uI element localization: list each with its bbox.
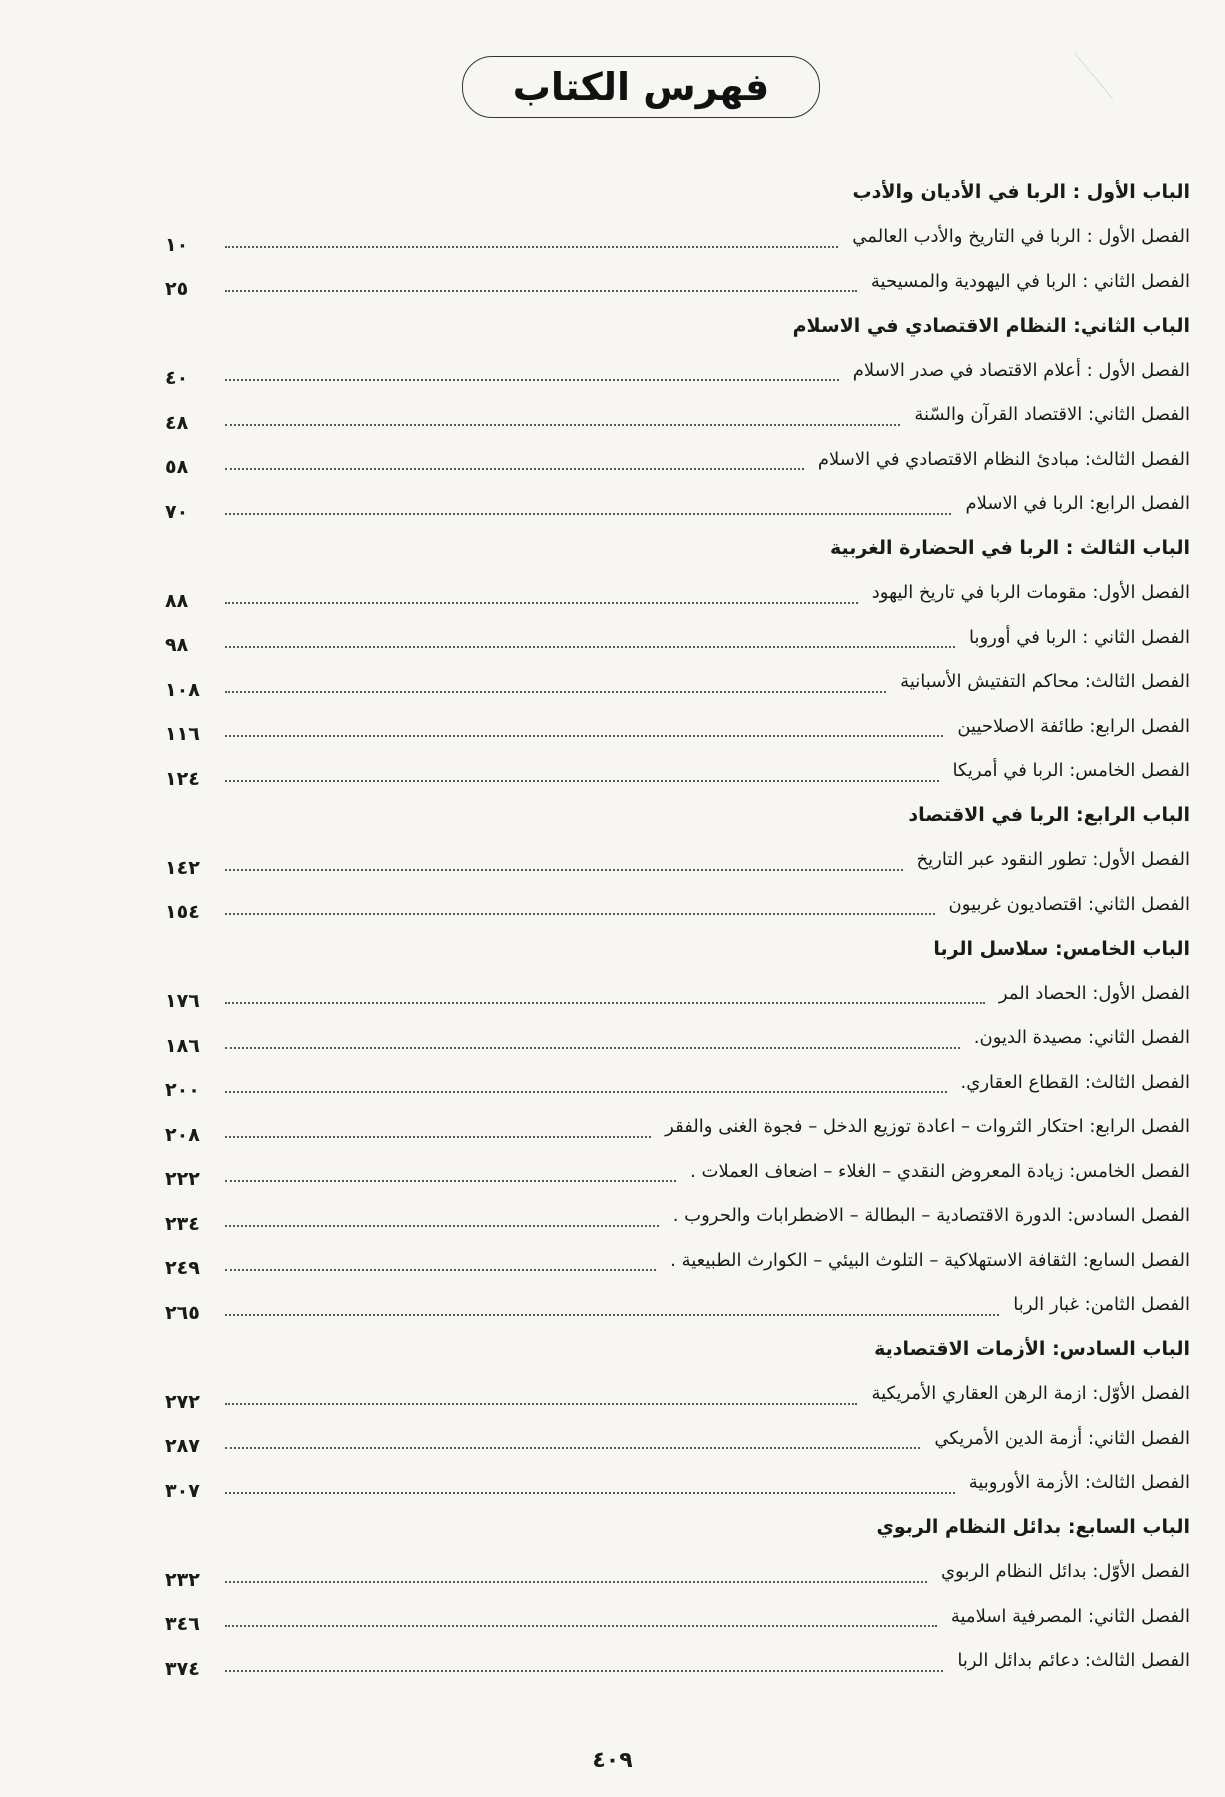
toc-entry <box>165 1283 1190 1328</box>
chapter-page-number: ٢٥ <box>165 278 189 301</box>
chapter-title: الفصل الأول: مقومات الربا في تاريخ اليهود <box>871 582 1190 604</box>
toc-entry <box>165 259 1190 304</box>
chapter-title: الفصل الأوّل: بدائل النظام الربوي <box>940 1561 1190 1583</box>
page-number: ٤٠٩ <box>592 1748 633 1773</box>
toc-entry <box>165 393 1190 438</box>
toc-entry <box>165 1372 1190 1417</box>
dot-leader <box>225 424 900 426</box>
chapter-page-number: ١٥٤ <box>165 901 200 924</box>
dot-leader <box>225 290 857 292</box>
toc-entry <box>165 882 1190 927</box>
chapter-title: الفصل الثاني : الربا في اليهودية والمسيحية <box>870 270 1190 292</box>
chapter-title: الفصل الثالث: القطاع العقاري. <box>960 1071 1190 1093</box>
dot-leader <box>225 246 838 248</box>
dot-leader <box>225 780 939 782</box>
chapter-page-number: ٣٠٧ <box>165 1479 200 1502</box>
toc-entry <box>165 1105 1190 1150</box>
chapter-page-number: ٢٦٥ <box>165 1301 200 1324</box>
chapter-title: الفصل الرابع: طائفة الاصلاحيين <box>957 715 1190 737</box>
toc-entry <box>165 615 1190 660</box>
chapter-title: الفصل الأول : أعلام الاقتصاد في صدر الاسلام <box>852 359 1190 381</box>
chapter-title: الفصل الثاني: الاقتصاد القرآن والسّنة <box>914 404 1190 426</box>
dot-leader <box>225 1447 920 1449</box>
dot-leader <box>225 513 951 515</box>
chapter-page-number: ٧٠ <box>165 500 189 523</box>
chapter-title: الفصل الثالث: دعائم بدائل الربا <box>957 1650 1190 1672</box>
dot-leader <box>225 913 935 915</box>
toc-entry <box>165 571 1190 616</box>
toc-entry <box>165 704 1190 749</box>
chapter-page-number: ٢٣٤ <box>165 1212 200 1235</box>
dot-leader <box>225 1047 960 1049</box>
dot-leader <box>225 735 943 737</box>
chapter-title: الفصل الثاني: المصرفية اسلامية <box>950 1605 1190 1627</box>
chapter-page-number: ١٢٤ <box>165 767 200 790</box>
part-heading: الباب الثاني: النظام الاقتصادي في الاسلام <box>792 314 1190 337</box>
toc-entry <box>165 1238 1190 1283</box>
dot-leader <box>225 1314 999 1316</box>
chapter-title: الفصل الثاني: أزمة الدين الأمريكي <box>934 1427 1190 1449</box>
chapter-title: الفصل الأول: تطور النقود عبر التاريخ <box>916 849 1190 871</box>
chapter-page-number: ٣٤٦ <box>165 1613 200 1636</box>
dot-leader <box>225 468 804 470</box>
chapter-title: الفصل السابع: الثقافة الاستهلاكية – التلوث البيئي – الكوارث الطبيعية . <box>670 1249 1190 1271</box>
chapter-title: الفصل الثالث: الأزمة الأوروبية <box>968 1472 1190 1494</box>
chapter-title: الفصل الثاني : الربا في أوروبا <box>968 626 1190 648</box>
dot-leader <box>225 1581 927 1583</box>
toc-entry <box>165 971 1190 1016</box>
dot-leader <box>225 1269 656 1271</box>
chapter-title: الفصل الأول: الحصاد المر <box>998 982 1190 1004</box>
table-of-contents <box>165 170 1190 1683</box>
chapter-title: الفصل الخامس: زيادة المعروض النقدي – الغلاء – اضعاف العملات . <box>690 1160 1190 1182</box>
chapter-page-number: ١٧٦ <box>165 990 200 1013</box>
chapter-page-number: ٤٨ <box>165 411 189 434</box>
dot-leader <box>225 691 886 693</box>
dot-leader <box>225 1403 857 1405</box>
chapter-title: الفصل الأوّل: ازمة الرهن العقاري الأمريكية <box>871 1383 1190 1405</box>
toc-entry <box>165 1594 1190 1639</box>
chapter-page-number: ١١٦ <box>165 723 200 746</box>
dot-leader <box>225 1002 985 1004</box>
chapter-page-number: ٢٠٠ <box>165 1079 200 1102</box>
toc-entry <box>165 348 1190 393</box>
chapter-title: الفصل السادس: الدورة الاقتصادية – البطالة – الاضطرابات والحروب . <box>672 1205 1190 1227</box>
part-heading: الباب الخامس: سلاسل الربا <box>933 937 1190 960</box>
chapter-title: الفصل الثالث: محاكم التفتيش الأسبانية <box>900 671 1190 693</box>
chapter-title: الفصل الثامن: غبار الربا <box>1013 1294 1190 1316</box>
chapter-page-number: ٨٨ <box>165 589 189 612</box>
chapter-page-number: ٢٠٨ <box>165 1123 200 1146</box>
part-heading: الباب السادس: الأزمات الاقتصادية <box>874 1338 1190 1361</box>
dot-leader <box>225 1492 955 1494</box>
dot-leader <box>225 379 839 381</box>
dot-leader <box>225 646 955 648</box>
toc-entry <box>165 1639 1190 1684</box>
chapter-page-number: ١٠٨ <box>165 678 200 701</box>
toc-entry <box>165 1016 1190 1061</box>
dot-leader <box>225 1180 676 1182</box>
dot-leader <box>225 1670 943 1672</box>
chapter-title: الفصل الثالث: مبادئ النظام الاقتصادي في الاسلام <box>817 448 1190 470</box>
dot-leader <box>225 1625 937 1627</box>
dot-leader <box>225 602 858 604</box>
chapter-page-number: ١٨٦ <box>165 1034 200 1057</box>
chapter-page-number: ٢٣٢ <box>165 1568 200 1591</box>
chapter-page-number: ٢٨٧ <box>165 1435 200 1458</box>
toc-entry <box>165 1194 1190 1239</box>
page-title: فهرس الكتاب <box>462 56 820 118</box>
chapter-page-number: ٢٢٢ <box>165 1168 200 1191</box>
chapter-page-number: ٣٧٤ <box>165 1657 200 1680</box>
part-heading: الباب الرابع: الربا في الاقتصاد <box>908 804 1190 827</box>
chapter-page-number: ٩٨ <box>165 634 189 657</box>
chapter-page-number: ٥٨ <box>165 456 189 479</box>
toc-entry <box>165 1550 1190 1595</box>
toc-entry <box>165 1060 1190 1105</box>
dot-leader <box>225 869 903 871</box>
toc-entry <box>165 482 1190 527</box>
chapter-title: الفصل الرابع: الربا في الاسلام <box>965 493 1190 515</box>
chapter-title: الفصل الرابع: احتكار الثروات – اعادة توزيع الدخل – فجوة الغنى والفقر <box>665 1116 1190 1138</box>
dot-leader <box>225 1225 659 1227</box>
chapter-title: الفصل الثاني: اقتصاديون غربيون <box>948 893 1190 915</box>
chapter-title: الفصل الأول : الربا في التاريخ والأدب العالمي <box>852 226 1190 248</box>
toc-entry <box>165 437 1190 482</box>
toc-entry <box>165 1149 1190 1194</box>
chapter-page-number: ٤٠ <box>165 367 189 390</box>
toc-entry <box>165 660 1190 705</box>
toc-entry <box>165 838 1190 883</box>
toc-entry <box>165 1461 1190 1506</box>
part-heading: الباب الثالث : الربا في الحضارة الغربية <box>829 537 1190 560</box>
part-heading: الباب الأول : الربا في الأديان والأدب <box>852 181 1190 204</box>
toc-entry <box>165 215 1190 260</box>
scan-smudge <box>1028 52 1113 137</box>
part-heading: الباب السابع: بدائل النظام الربوي <box>876 1516 1190 1539</box>
chapter-page-number: ٢٧٢ <box>165 1390 200 1413</box>
toc-entry <box>165 1416 1190 1461</box>
chapter-title: الفصل الخامس: الربا في أمريكا <box>952 760 1190 782</box>
chapter-page-number: ١٤٢ <box>165 856 200 879</box>
chapter-page-number: ١٠ <box>165 233 189 256</box>
dot-leader <box>225 1091 947 1093</box>
chapter-title: الفصل الثاني: مصيدة الديون. <box>973 1027 1190 1049</box>
toc-entry <box>165 749 1190 794</box>
chapter-page-number: ٢٤٩ <box>165 1257 200 1280</box>
dot-leader <box>225 1136 651 1138</box>
